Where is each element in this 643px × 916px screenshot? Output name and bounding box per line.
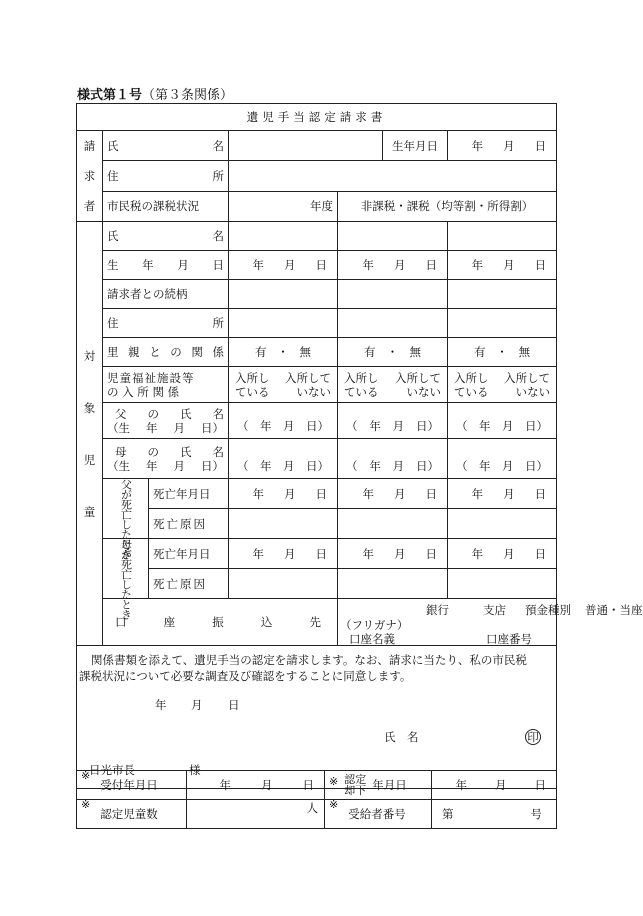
child3-mother-field[interactable]: （ 年 月 日） <box>448 439 557 479</box>
mother-death-date-label: 死亡年月日 <box>149 539 229 569</box>
child-section-label: 対 象 児 童 <box>77 222 103 646</box>
claimant-name-label: 氏 名 <box>103 131 229 161</box>
child1-address-field[interactable] <box>229 309 338 338</box>
child2-facility-option[interactable]: 入所し 入所して ている いない <box>338 367 448 403</box>
child3-father-field[interactable]: （ 年 月 日） <box>448 403 557 439</box>
child3-relation-field[interactable] <box>448 280 557 309</box>
child-dob-label: 生 年 月 日 <box>103 251 229 280</box>
child2-mother-death-cause[interactable] <box>338 569 448 599</box>
consent-text-line1: 関係書類を添えて、遺児手当の認定を請求します。なお、請求に当たり、私の市民税 <box>91 653 527 667</box>
tax-status-options[interactable]: 非課税・課税（均等割・所得割） <box>338 191 557 221</box>
child2-father-death-date[interactable]: 年 月 日 <box>338 479 448 509</box>
addressee: 日光市長 <box>89 763 135 777</box>
claimant-dob-label: 生年月日 <box>383 131 448 161</box>
claimant-name-field[interactable] <box>229 131 383 161</box>
father-death-date-label: 死亡年月日 <box>149 479 229 509</box>
signature-name-label-2: 名 <box>407 730 419 744</box>
account-holder-label: 口座名義 <box>349 632 395 646</box>
child1-facility-option[interactable]: 入所し 入所して ている いない <box>229 367 338 403</box>
child2-foster-option[interactable]: 有 ・ 無 <box>338 338 448 367</box>
branch-label: 支店 <box>483 603 506 617</box>
application-form-table <box>76 103 643 789</box>
mother-name-label: 母 の 氏 名 （生 年 月 日） <box>103 439 229 479</box>
office-use-table <box>76 770 557 829</box>
signature-name-label-1: 氏 <box>384 730 396 744</box>
form-number: 様式第１号 <box>77 88 143 103</box>
child2-dob-field[interactable]: 年 月 日 <box>338 251 448 280</box>
child3-name-field[interactable] <box>448 222 557 251</box>
claimant-tax-label: 市民税の課税状況 <box>103 191 229 221</box>
child-name-label: 氏 名 <box>103 222 229 251</box>
consent-date-month[interactable]: 月 <box>191 698 203 712</box>
child-relation-label: 請求者との続柄 <box>103 280 229 309</box>
approval-date-label: ※ 認定 却下 年月日 <box>325 771 432 800</box>
child3-facility-option[interactable]: 入所し 入所して ている いない <box>448 367 557 403</box>
child1-foster-option[interactable]: 有 ・ 無 <box>229 338 338 367</box>
child3-father-death-cause[interactable] <box>448 509 557 539</box>
child2-father-death-cause[interactable] <box>338 509 448 539</box>
deposit-type-label: 預金種別 <box>525 603 571 617</box>
child2-relation-field[interactable] <box>338 280 448 309</box>
child1-mother-death-cause[interactable] <box>229 569 338 599</box>
child2-name-field[interactable] <box>338 222 448 251</box>
father-name-label: 父 の 氏 名 （生 年 月 日） <box>103 403 229 439</box>
recipient-number-field[interactable]: 第 号 <box>432 800 557 829</box>
child1-name-field[interactable] <box>229 222 338 251</box>
child1-father-death-cause[interactable] <box>229 509 338 539</box>
form-relation: （第３条関係） <box>142 88 234 103</box>
child3-mother-death-cause[interactable] <box>448 569 557 599</box>
father-death-cause-label: 死亡原因 <box>149 509 229 539</box>
claimant-address-label: 住 所 <box>103 161 229 191</box>
child3-father-death-date[interactable]: 年 月 日 <box>448 479 557 509</box>
consent-date-year[interactable]: 年 <box>155 698 167 712</box>
furigana-label: （フリガナ） <box>340 618 409 632</box>
consent-section <box>77 646 557 789</box>
child-address-label: 住 所 <box>103 309 229 338</box>
claimant-address-field[interactable] <box>229 161 557 191</box>
child2-mother-field[interactable]: （ 年 月 日） <box>338 439 448 479</box>
bank-transfer-label: 口 座 振 込 先 <box>103 599 338 646</box>
approved-children-field[interactable]: 人 <box>187 800 325 829</box>
child3-address-field[interactable] <box>448 309 557 338</box>
facility-relation-label: 児童福祉施設等 の 入 所 関 係 <box>103 367 229 403</box>
claimant-dob-field[interactable]: 年 月 日 <box>448 131 557 161</box>
child3-mother-death-date[interactable]: 年 月 日 <box>448 539 557 569</box>
received-date-label: ※ 受付年月日 <box>77 771 187 800</box>
consent-date-day[interactable]: 日 <box>228 698 240 712</box>
child2-father-field[interactable]: （ 年 月 日） <box>338 403 448 439</box>
consent-text-line2: 課税状況について必要な調査及び確認をすることに同意します。 <box>79 669 412 683</box>
addressee-honorific: 様 <box>189 763 201 777</box>
foster-relation-label: 里 親 と の 関 係 <box>103 338 229 367</box>
mother-died-label: 母が死亡したとき <box>103 539 149 599</box>
father-died-label: 父が死亡したとき <box>103 479 149 539</box>
bank-label: 銀行 <box>426 603 449 617</box>
seal-icon: 印 <box>525 729 541 745</box>
child1-mother-death-date[interactable]: 年 月 日 <box>229 539 338 569</box>
form-label <box>77 84 233 103</box>
approved-children-label: ※ 認定児童数 <box>77 800 187 829</box>
mother-death-cause-label: 死亡原因 <box>149 569 229 599</box>
child2-address-field[interactable] <box>338 309 448 338</box>
claimant-section-label: 請 求 者 <box>77 131 103 222</box>
received-date-field[interactable]: 年 月 日 <box>187 771 325 800</box>
child3-dob-field[interactable]: 年 月 日 <box>448 251 557 280</box>
recipient-number-label: ※ 受給者番号 <box>325 800 432 829</box>
child1-relation-field[interactable] <box>229 280 338 309</box>
child1-mother-field[interactable]: （ 年 月 日） <box>229 439 338 479</box>
tax-year-field[interactable]: 年度 <box>229 191 338 221</box>
child1-dob-field[interactable]: 年 月 日 <box>229 251 338 280</box>
child1-father-death-date[interactable]: 年 月 日 <box>229 479 338 509</box>
bank-transfer-field[interactable] <box>338 599 643 646</box>
child1-father-field[interactable]: （ 年 月 日） <box>229 403 338 439</box>
child3-foster-option[interactable]: 有 ・ 無 <box>448 338 557 367</box>
account-number-label: 口座番号 <box>486 632 532 646</box>
child2-mother-death-date[interactable]: 年 月 日 <box>338 539 448 569</box>
approval-date-field[interactable]: 年 月 日 <box>432 771 557 800</box>
deposit-options[interactable]: 普通・当座 <box>585 603 643 617</box>
form-title: 遺児手当認定請求書 <box>77 104 557 131</box>
